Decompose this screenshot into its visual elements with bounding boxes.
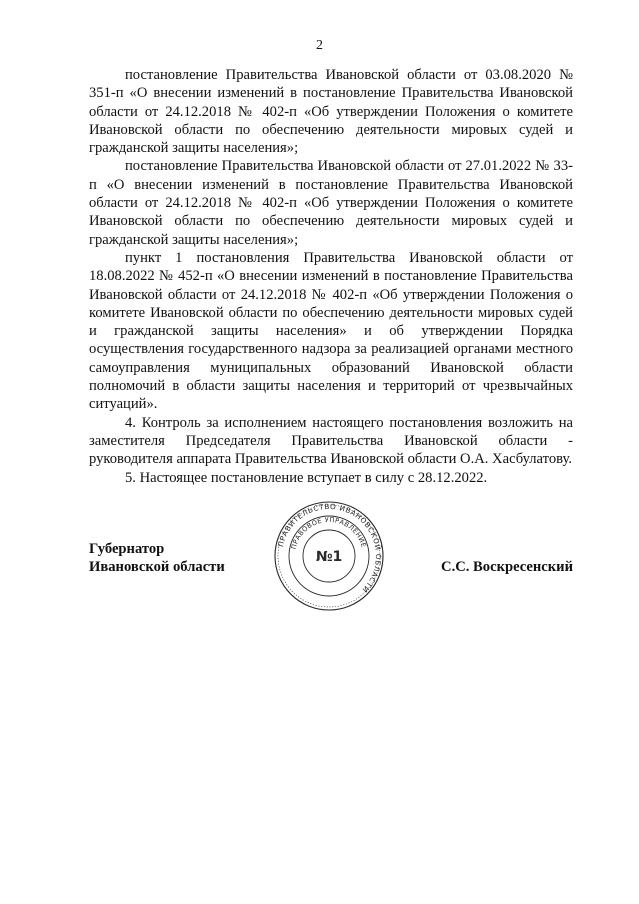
- paragraph-effective-date: 5. Настоящее постановление вступает в силу с 28.12.2022.: [125, 469, 488, 486]
- seal-outer-text: ПРАВИТЕЛЬСТВО ИВАНОВСКОЙ ОБЛАСТИ: [275, 501, 384, 595]
- signatory-name: С.С. Воскресенский: [441, 559, 573, 575]
- seal-inner-text: ПРАВОВОЕ УПРАВЛЕНИЕ: [289, 515, 368, 551]
- seal-graphic: [273, 500, 385, 612]
- page-number: 2: [316, 38, 323, 53]
- signatory-title-line2: Ивановской области: [89, 559, 225, 576]
- paragraph-amendment-2020: постановление Правительства Ивановской области от 03.08.2020 № 351-п «О внесении изменений в постановление Правительства Ивановской области от 24.12.2018 № 402-п «Об утверждении Положения о комитете Ивановской области по обеспечению деятельности мировых судей и гражданской защиты населения»;: [89, 67, 573, 157]
- signature-block: [89, 501, 573, 660]
- seal-number: №1: [315, 549, 343, 565]
- signatory-title: [89, 540, 225, 577]
- paragraph-control: 4. Контроль за исполнением настоящего постановления возложить на заместителя Председателя Правительства Ивановской области - руководителя аппарата Правительства Ивановской области О.А. Хасбулатову.: [89, 414, 573, 468]
- document-body: [89, 66, 573, 487]
- paragraph-amendment-2022-08: пункт 1 постановления Правительства Ивановской области от 18.08.2022 № 452-п «О внесении изменений в постановление Правительства Ивановской области от 24.12.2018 № 402-п «Об утверждении Положения о комитете Ивановской области по обеспечению деятельности мировых судей и гражданской защиты населения» и об утверждении Порядка осуществления государственного надзора за реализацией органами местного самоуправления муниципальных образований Ивановской области полномочий в области защиты населения и территорий от чрезвычайных ситуаций».: [89, 249, 573, 413]
- official-seal: [273, 500, 385, 612]
- signatory-title-line1: Губернатор: [89, 541, 165, 557]
- paragraph-amendment-2022-01: постановление Правительства Ивановской области от 27.01.2022 № 33-п «О внесении изменений в постановление Правительства Ивановской области от 24.12.2018 № 402-п «Об утверждении Положения о комитете Ивановской области по обеспечению деятельности мировых судей и гражданской защиты населения»;: [89, 158, 573, 248]
